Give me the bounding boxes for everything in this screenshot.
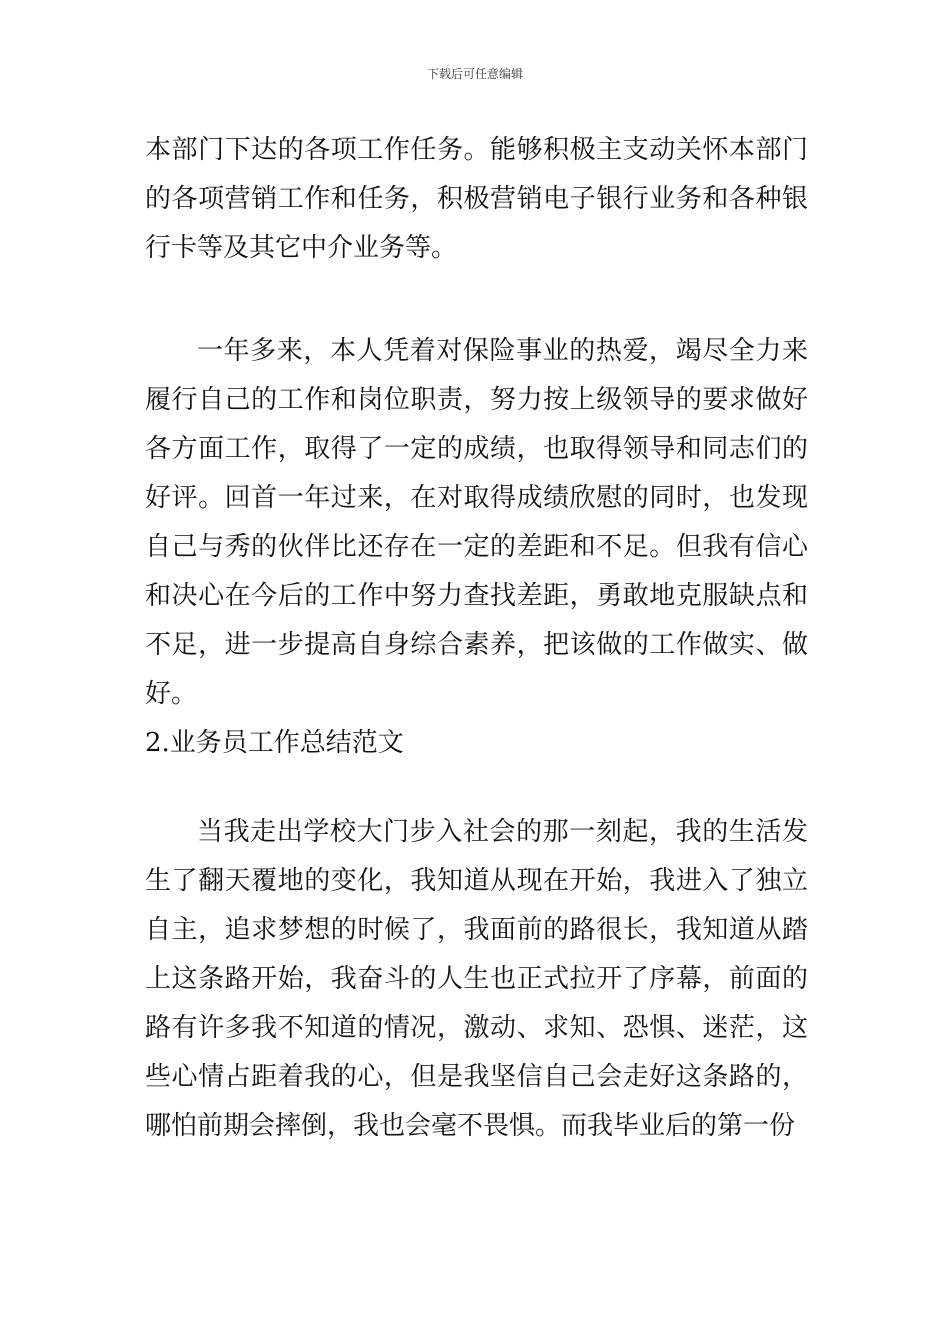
document-body — [145, 126, 808, 1151]
paragraph-salesperson-summary: 当我走出学校大门步入社会的那一刻起，我的生活发生了翻天覆地的变化，我知道从现在开始，我进入了独立自主，追求梦想的时候了，我面前的路很长，我知道从踏上这条路开始，我奋斗的人生也正式拉开了序幕，前面的路有许多我不知道的情况，激动、求知、恐惧、迷茫，这些心情占距着我的心，但是我坚信自己会走好这条路的，哪怕前期会摔倒，我也会毫不畏惧。而我毕业后的第一份 — [145, 817, 808, 1141]
section-heading: 2.业务员工作总结范文 — [145, 728, 404, 758]
paragraph-work-summary: 一年多来，本人凭着对保险事业的热爱，竭尽全力来履行自己的工作和岗位职责，努力按上级领导的要求做好各方面工作，取得了一定的成绩，也取得领导和同志们的好评。回首一年过来，在对取得成绩欣慰的同时，也发现自己与秀的伙伴比还存在一定的差距和不足。但我有信心和决心在今后的工作中努力查找差距，勇敢地克服缺点和不足，进一步提高自身综合素养，把该做的工作做实、做好。 — [145, 336, 808, 709]
page-header: 下载后可任意编辑 — [426, 67, 523, 81]
paragraph-continuation: 本部门下达的各项工作任务。能够积极主支动关怀本部门的各项营销工作和任务，积极营销电子银行业务和各种银行卡等及其它中介业务等。 — [145, 135, 808, 263]
